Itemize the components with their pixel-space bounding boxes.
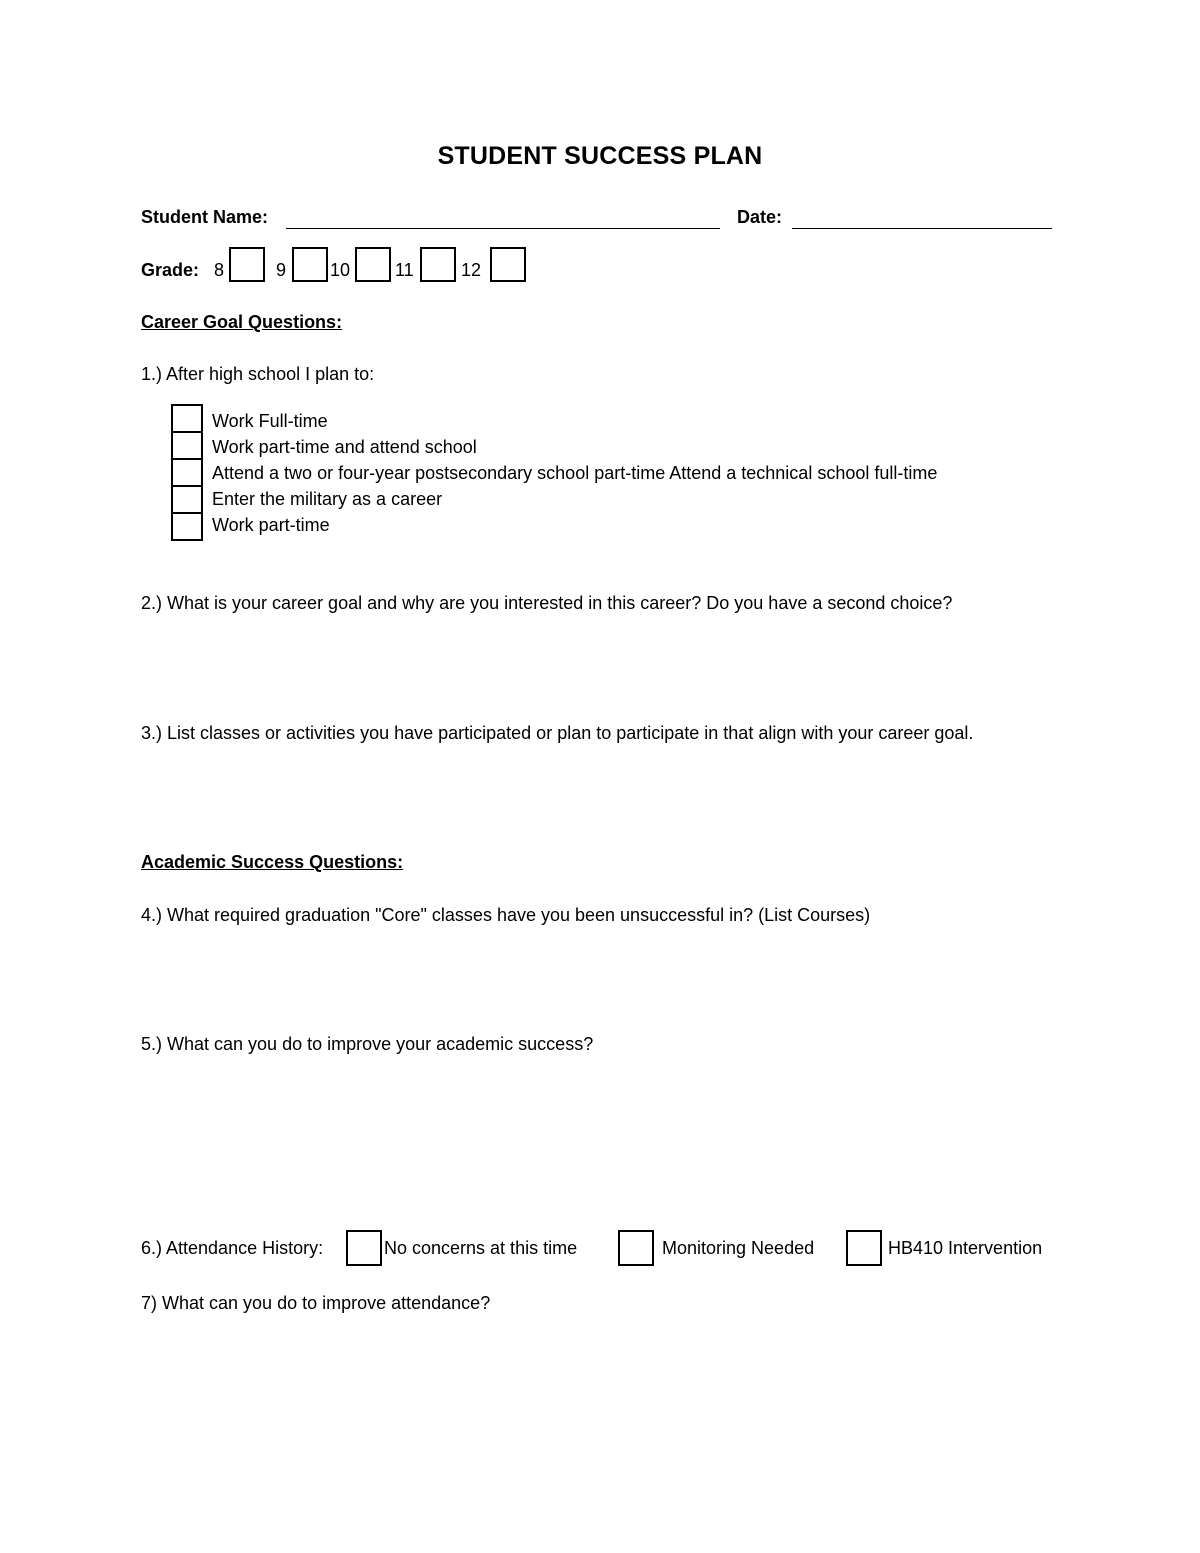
plan-option-label: Attend a two or four-year postsecondary school part-time Attend a technical school full-time [212, 463, 938, 483]
plan-option-label: Work part-time and attend school [212, 437, 477, 457]
attendance-option-label: Monitoring Needed [662, 1238, 815, 1258]
career-goal-heading: Career Goal Questions: [141, 312, 343, 332]
grade-option-label: 12 [461, 260, 482, 280]
grade-label: Grade: [141, 260, 200, 280]
grade-option-label: 10 [330, 260, 351, 280]
date-field[interactable] [792, 228, 1052, 229]
plan-option-label: Enter the military as a career [212, 489, 443, 509]
grade-option-label: 9 [276, 260, 287, 280]
question-3: 3.) List classes or activities you have participated or plan to participate in that align with your career goal. [141, 723, 974, 743]
plan-checkbox-work-full-time[interactable] [171, 404, 203, 433]
date-label: Date: [737, 207, 783, 227]
student-name-label: Student Name: [141, 207, 269, 227]
attendance-monitoring-checkbox[interactable] [618, 1230, 654, 1266]
question-7: 7) What can you do to improve attendance? [141, 1293, 491, 1313]
grade-option-label: 8 [214, 260, 225, 280]
attendance-option-label: No concerns at this time [384, 1238, 578, 1258]
attendance-option-label: HB410 Intervention [888, 1238, 1043, 1258]
student-name-field[interactable] [286, 228, 720, 229]
plan-checkbox-work-part-time-school[interactable] [171, 431, 203, 460]
plan-option-label: Work part-time [212, 515, 330, 535]
plan-checkbox-military[interactable] [171, 485, 203, 514]
plan-checkbox-work-part-time[interactable] [171, 512, 203, 541]
grade-12-checkbox[interactable] [490, 247, 526, 282]
page-title: STUDENT SUCCESS PLAN [437, 142, 763, 170]
attendance-no-concerns-checkbox[interactable] [346, 1230, 382, 1266]
plan-checkbox-postsecondary[interactable] [171, 458, 203, 487]
question-2: 2.) What is your career goal and why are you interested in this career? Do you have a second choice? [141, 593, 953, 613]
grade-8-checkbox[interactable] [229, 247, 265, 282]
question-6-label: 6.) Attendance History: [141, 1238, 324, 1258]
plan-option-label: Work Full-time [212, 411, 328, 431]
academic-success-heading: Academic Success Questions: [141, 852, 404, 872]
attendance-hb410-checkbox[interactable] [846, 1230, 882, 1266]
question-4: 4.) What required graduation "Core" classes have you been unsuccessful in? (List Courses) [141, 905, 871, 925]
grade-9-checkbox[interactable] [292, 247, 328, 282]
question-5: 5.) What can you do to improve your academic success? [141, 1034, 594, 1054]
question-1: 1.) After high school I plan to: [141, 364, 375, 384]
grade-11-checkbox[interactable] [420, 247, 456, 282]
grade-option-label: 11 [395, 260, 414, 280]
grade-10-checkbox[interactable] [355, 247, 391, 282]
